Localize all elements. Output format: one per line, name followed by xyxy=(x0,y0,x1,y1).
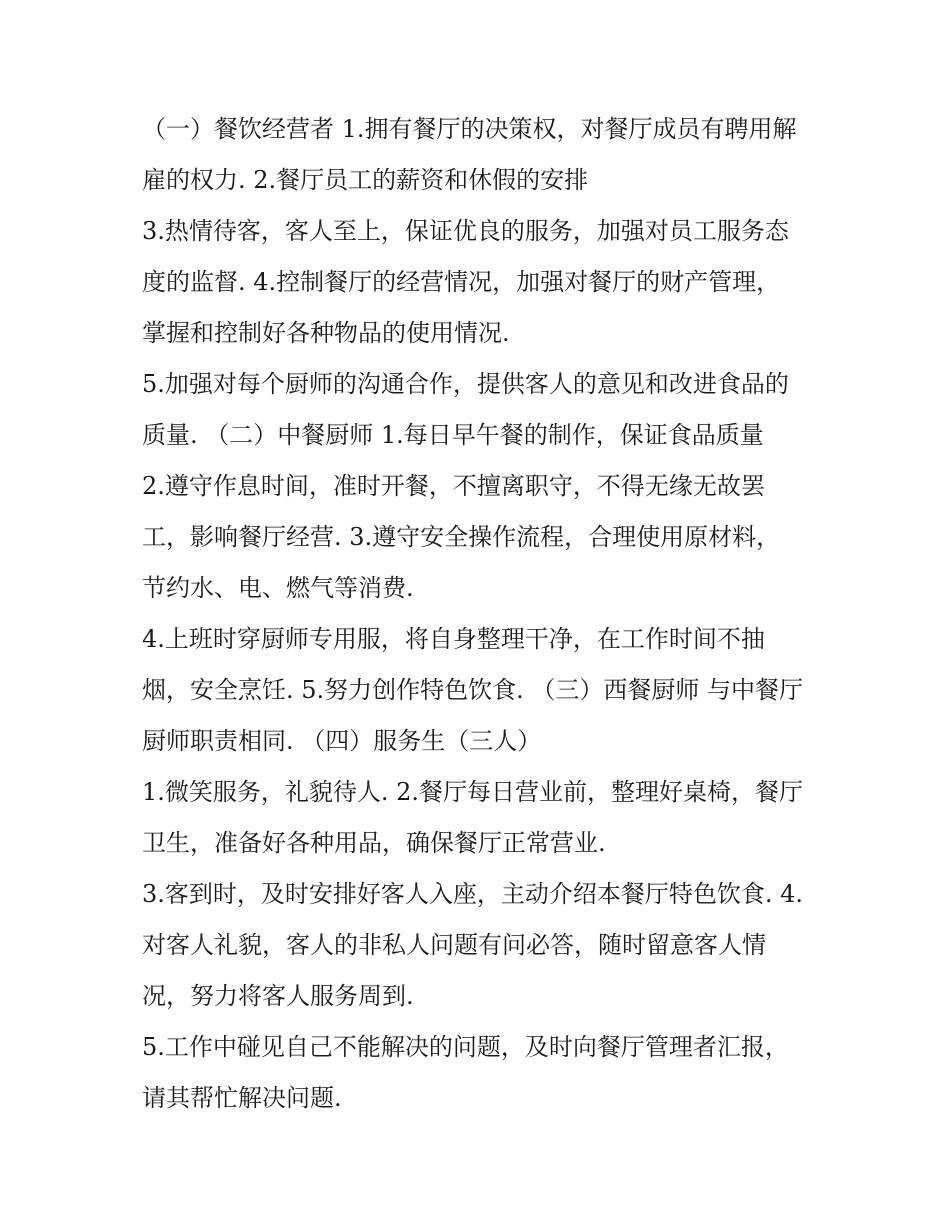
text-line-19: 5.工作中碰见自己不能解决的问题，及时向餐厅管理者汇报， xyxy=(142,1033,789,1061)
text-line-12: 烟，安全烹饪. 5.努力创作特色饮食. （三）西餐厨师 与中餐厅 xyxy=(142,676,804,704)
text-line-13: 厨师职责相同. （四）服务生（三人） xyxy=(142,727,542,755)
text-line-2: 雇的权力. 2.餐厅员工的薪资和休假的安排 xyxy=(142,166,589,194)
text-line-4: 度的监督. 4.控制餐厅的经营情况，加强对餐厅的财产管理， xyxy=(142,268,781,296)
text-line-16: 3.客到时，及时安排好客人入座，主动介绍本餐厅特色饮食. 4. xyxy=(142,880,804,908)
text-line-9: 工，影响餐厅经营. 3.遵守安全操作流程，合理使用原材料， xyxy=(142,523,781,551)
text-line-5: 掌握和控制好各种物品的使用情况. xyxy=(142,319,510,347)
text-line-8: 2.遵守作息时间，准时开餐，不擅离职守，不得无缘无故罢 xyxy=(142,472,765,500)
text-line-6: 5.加强对每个厨师的沟通合作，提供客人的意见和改进食品的 xyxy=(142,370,789,398)
text-line-3: 3.热情待客，客人至上，保证优良的服务，加强对员工服务态 xyxy=(142,217,789,245)
text-line-14: 1.微笑服务，礼貌待人. 2.餐厅每日营业前，整理好桌椅，餐厅 xyxy=(142,778,804,806)
text-line-7: 质量. （二）中餐厨师 1.每日早午餐的制作，保证食品质量 xyxy=(142,421,764,449)
text-line-11: 4.上班时穿厨师专用服，将自身整理干净，在工作时间不抽 xyxy=(142,625,765,653)
text-line-20: 请其帮忙解决问题. xyxy=(142,1084,342,1112)
text-line-15: 卫生，准备好各种用品，确保餐厅正常营业. xyxy=(142,829,606,857)
text-line-17: 对客人礼貌，客人的非私人问题有问必答，随时留意客人情 xyxy=(142,931,766,959)
text-line-1: （一）餐饮经营者 1.拥有餐厅的决策权，对餐厅成员有聘用解 xyxy=(142,115,797,143)
text-line-18: 况，努力将客人服务周到. xyxy=(142,982,414,1010)
text-line-10: 节约水、电、燃气等消费. xyxy=(142,574,414,602)
document-body xyxy=(142,104,822,1124)
